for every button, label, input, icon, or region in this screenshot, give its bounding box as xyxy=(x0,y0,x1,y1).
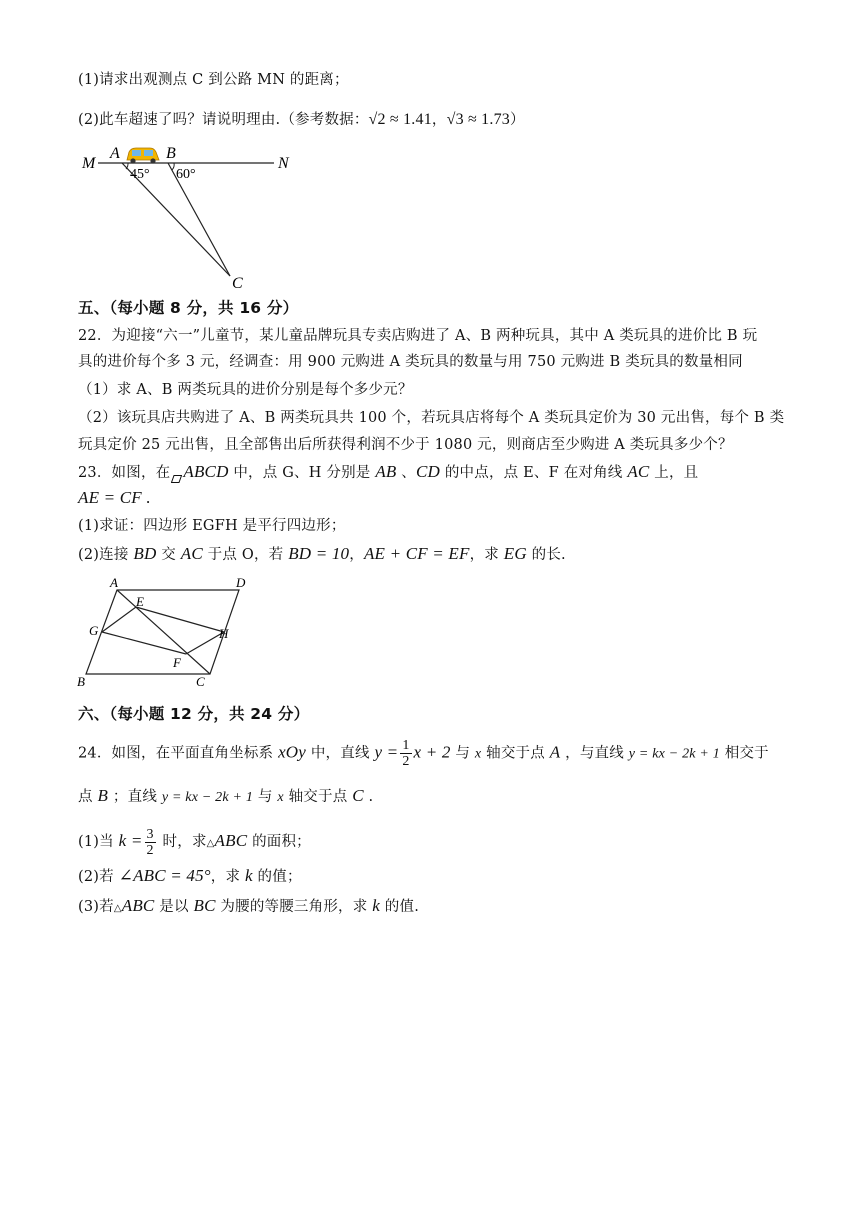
q24-text-e: ，与直线 xyxy=(560,745,629,762)
q24-sub3 xyxy=(78,896,778,919)
q24-text-a: 24．如图，在平面直角坐标系 xyxy=(78,745,279,762)
frac-den: 2 xyxy=(402,754,410,769)
q22-sub2-line1: （2）该玩具店共购进了 A、B 两类玩具共 100 个，若玩具店将每个 A 类玩具定价为 30 元出售，每个 B 类 xyxy=(78,410,785,426)
q24-s1-a: (1)当 xyxy=(78,834,119,850)
q24-s3-d: 的值. xyxy=(379,899,420,915)
q23-sub2-a: (2)连接 xyxy=(78,547,134,563)
q24-angle: ∠ABC = 45° xyxy=(118,866,211,885)
q21-sub2 xyxy=(78,110,778,130)
k-frac-num: 3 xyxy=(146,826,154,842)
q23-sum: AE + CF = EF xyxy=(363,544,470,563)
q24-line1 xyxy=(78,738,778,769)
q23-bd10: BD = 10 xyxy=(288,544,350,563)
q24-l2-d: 轴交于点 xyxy=(283,789,353,805)
q24-s3-b: 是以 xyxy=(154,899,194,915)
q23-sub2-b: 交 xyxy=(156,547,181,563)
q24-y-eq: y = xyxy=(374,742,399,762)
q23-text-e: 上，且 xyxy=(649,465,699,481)
label-C: C xyxy=(232,275,243,292)
q24-abc-2: ABC xyxy=(121,896,155,915)
q23-ae-cf: AE = CF . xyxy=(78,488,151,507)
q24-text-d: 轴交于点 xyxy=(481,745,550,762)
q23-text-d: 的中点，点 E、F 在对角线 xyxy=(440,465,628,481)
q24-s2-c: 的值； xyxy=(252,869,302,885)
q24-point-c: C xyxy=(352,786,364,805)
q24-s3-a: (3)若 xyxy=(78,899,114,915)
q24-xoy: xOy xyxy=(278,742,307,762)
triangle-icon: △ xyxy=(206,838,215,849)
fraction-three-halves xyxy=(145,827,156,858)
parallelogram-icon xyxy=(171,469,182,477)
q22-line1: 22．为迎接“六一”儿童节，某儿童品牌玩具专卖店购进了 A、B 两种玩具，其中 A 类玩具的进价比 B 玩 xyxy=(78,328,758,344)
ref-separator: ， xyxy=(431,112,447,128)
q24-s1-b: 时，求 xyxy=(157,834,207,850)
q24-line2 xyxy=(78,786,778,808)
q23-sub2 xyxy=(78,544,778,565)
label-D: D xyxy=(236,575,246,590)
q24-sub2 xyxy=(78,866,778,887)
q24-point-a: A xyxy=(549,742,561,762)
label-G: G xyxy=(89,623,99,638)
q24-text-f: 相交于 xyxy=(719,745,769,762)
q24-l2-b: ；直线 xyxy=(108,789,162,805)
q24-text-b: 中，直线 xyxy=(306,745,375,762)
triangle-icon: △ xyxy=(113,903,122,914)
q21-sub2-text: (2)此车超速了吗？请说明理由.（参考数据： xyxy=(78,112,369,128)
q24-x-plus-2: x + 2 xyxy=(413,742,451,762)
label-B: B xyxy=(166,145,176,162)
q24-sub1 xyxy=(78,824,778,858)
ref-sqrt2: √2 ≈ 1.41 xyxy=(368,111,432,128)
q21-sub1: (1)请求出观测点 C 到公路 MN 的距离； xyxy=(78,72,349,88)
q24-s2-b: ，求 xyxy=(210,869,245,885)
q24-k-eq: k = xyxy=(118,831,143,850)
q23-line1 xyxy=(78,462,778,483)
q23-sub1: (1)求证：四边形 EGFH 是平行四边形； xyxy=(78,518,346,534)
q23-eg: EG xyxy=(503,544,527,563)
frac-num: 1 xyxy=(402,738,410,753)
q24-x-axis-2: x xyxy=(277,790,284,805)
label-E: E xyxy=(136,594,144,609)
q23-sub2-d: ， xyxy=(349,547,364,563)
q23-cd: CD xyxy=(416,462,441,481)
q24-x-axis: x xyxy=(474,746,482,762)
q21-sub2-suffix: ） xyxy=(510,112,525,128)
q23-sep: 、 xyxy=(396,465,416,481)
car-icon xyxy=(127,148,159,164)
angle-A-label: 45° xyxy=(130,167,150,182)
q24-s3-c: 为腰的等腰三角形，求 xyxy=(215,899,373,915)
k-frac-den: 2 xyxy=(146,842,154,858)
q24-k: k xyxy=(245,866,253,885)
label-A: A xyxy=(110,145,120,162)
q23-line2 xyxy=(78,488,778,509)
q24-bc: BC xyxy=(193,896,216,915)
section5-title: 五、（每小题 8 分，共 16 分） xyxy=(78,299,299,317)
q23-sub2-c: 于点 O，若 xyxy=(202,547,289,563)
q24-l2-a: 点 xyxy=(78,789,98,805)
q24-k-2: k xyxy=(372,896,380,915)
q24-l2-e: . xyxy=(363,789,374,805)
label-F: F xyxy=(173,655,181,670)
q23-sub2-f: 的长. xyxy=(526,547,566,563)
q23-intro: 23．如图，在 xyxy=(78,465,171,481)
q23-ac: AC xyxy=(627,462,650,481)
q22-sub1: （1）求 A、B 两类玩具的进价分别是每个多少元？ xyxy=(78,382,413,398)
q21-figure xyxy=(70,140,310,292)
q23-figure xyxy=(72,574,262,690)
q22-sub2-line2: 玩具定价 25 元出售，且全部售出后所获得利润不少于 1080 元，则商店至少购进 A 类玩具多少个？ xyxy=(78,437,733,453)
q24-s2-a: (2)若 xyxy=(78,869,119,885)
q24-text-c: 与 xyxy=(450,745,475,762)
q23-abcd: ABCD xyxy=(183,462,229,481)
label-H: H xyxy=(219,626,229,641)
q24-abc: ABC xyxy=(214,831,248,850)
label-A: A xyxy=(110,575,118,590)
label-M: M xyxy=(82,155,96,172)
ref-sqrt3: √3 ≈ 1.73 xyxy=(446,111,510,128)
q23-ab: AB xyxy=(375,462,397,481)
q24-l2-c: 与 xyxy=(253,789,278,805)
q23-ac-2: AC xyxy=(180,544,203,563)
q23-bd: BD xyxy=(133,544,157,563)
q24-line-kx-2: y = kx − 2k + 1 xyxy=(161,790,254,805)
q24-s1-c: 的面积； xyxy=(247,834,311,850)
label-N: N xyxy=(278,155,289,172)
q23-sub2-e: ，求 xyxy=(469,547,504,563)
angle-B-label: 60° xyxy=(176,167,196,182)
fraction-half xyxy=(400,738,411,769)
q22-line2: 具的进价每个多 3 元，经调查：用 900 元购进 A 类玩具的数量与用 750 元购进 B 类玩具的数量相同 xyxy=(78,354,743,370)
section6-title: 六、（每小题 12 分，共 24 分） xyxy=(78,705,310,723)
q24-point-b: B xyxy=(97,786,109,805)
label-C: C xyxy=(196,674,205,689)
q23-text-c: 中，点 G、H 分别是 xyxy=(228,465,376,481)
q24-line-kx: y = kx − 2k + 1 xyxy=(628,746,720,762)
label-B: B xyxy=(77,674,85,689)
